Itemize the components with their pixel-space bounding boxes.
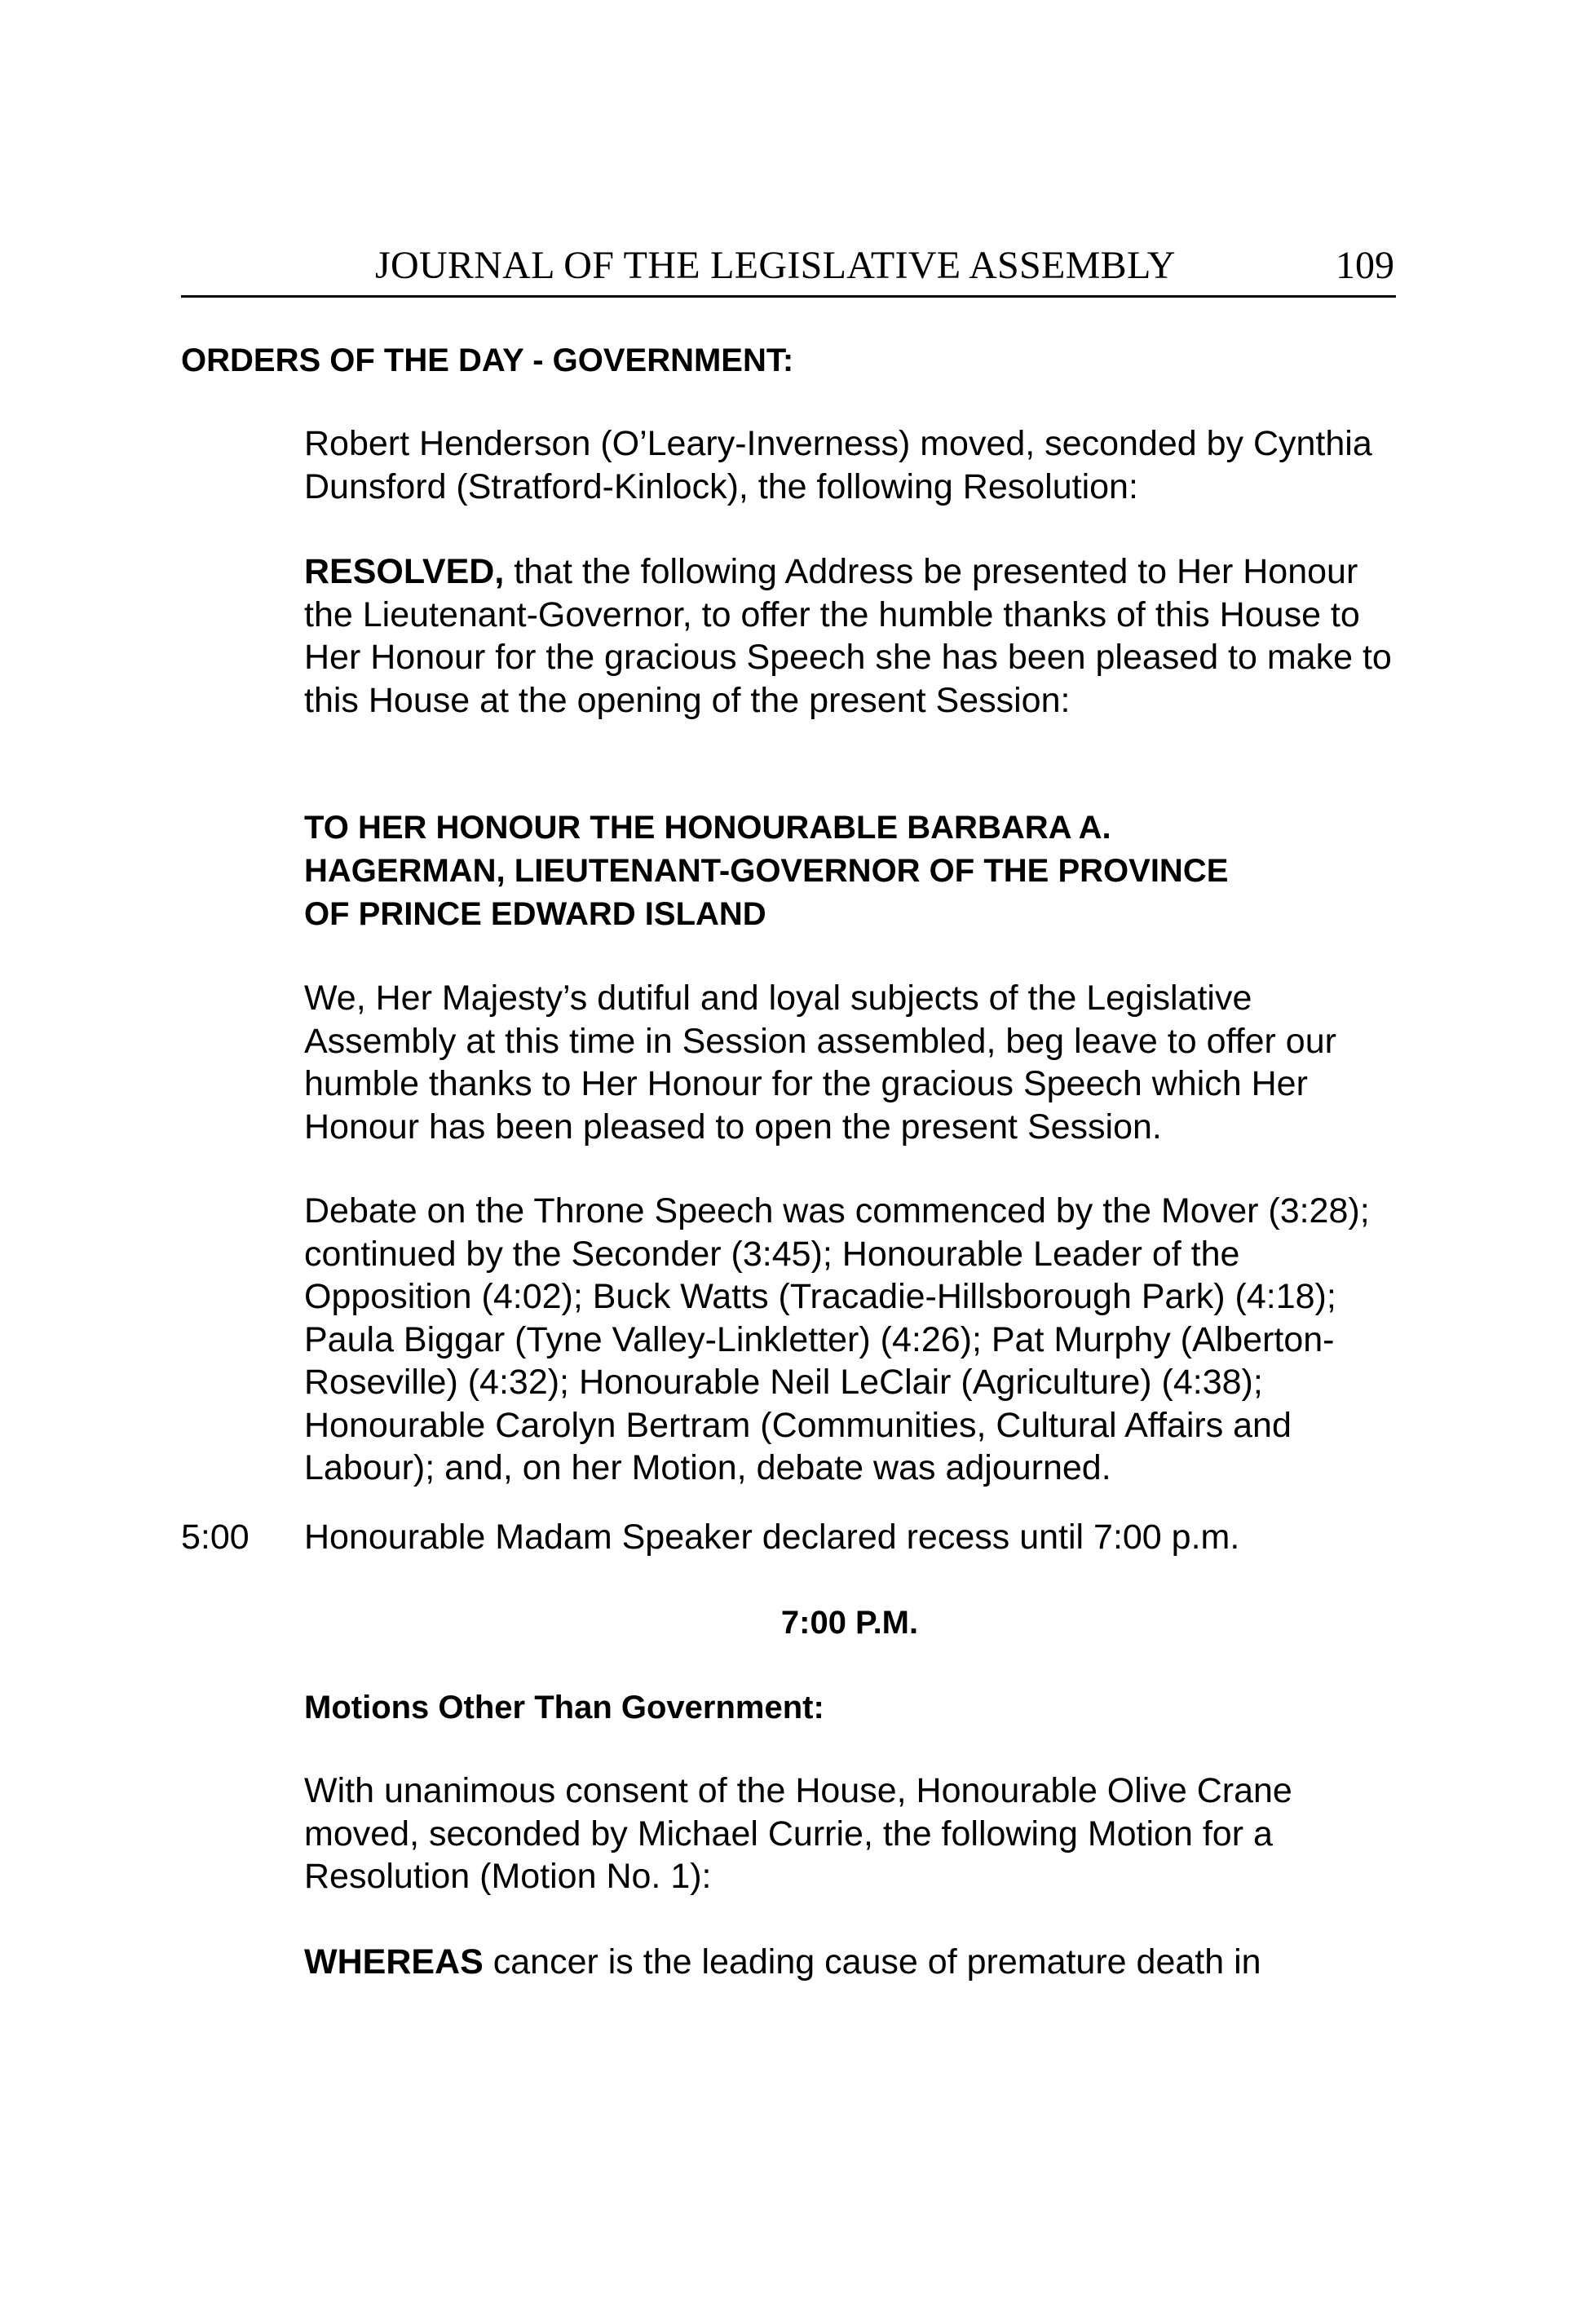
evening-time-heading: 7:00 P.M.: [780, 1605, 919, 1641]
whereas-paragraph: [304, 1941, 1397, 1984]
debate-paragraph: Debate on the Throne Speech was commenced by the Mover (3:28); continued by the Seconder (3:45); Honourable Leader of the Opposition (4:02); Buck Watts (Tracadie-Hillsborough Park) (4:18); Paula Biggar (Tyne Valley-Linkletter) (4:26); Pat Murphy (Alberton-Roseville) (4:32); Honourable Neil LeClair (Agriculture) (4:38); Honourable Carolyn Bertram (Communities, Cultural Affairs and Labour); and, on her Motion, debate was adjourned.: [304, 1191, 1370, 1487]
recess-text: Honourable Madam Speaker declared recess until 7:00 p.m.: [304, 1518, 1240, 1557]
journal-page: [181, 0, 1396, 2324]
whereas-text: cancer is the leading cause of premature death in: [483, 1942, 1261, 1982]
resolved-text: that the following Address be presented to Her Honour the Lieutenant-Governor, to offer the humble thanks of this House to Her Honour for the gracious Speech she has been pleased to make to this House at the opening of the present Session:: [304, 552, 1392, 720]
journal-title: JOURNAL OF THE LEGISLATIVE ASSEMBLY: [375, 244, 1176, 287]
whereas-lead: WHEREAS: [304, 1942, 484, 1982]
resolved-lead: RESOLVED,: [304, 552, 505, 591]
motion-other-intro-paragraph: With unanimous consent of the House, Honourable Olive Crane moved, seconded by Michael Currie, the following Motion for a Resolution (Motion No. 1):: [304, 1771, 1292, 1896]
resolved-paragraph: [304, 550, 1397, 722]
section-heading: ORDERS OF THE DAY - GOVERNMENT:: [181, 342, 794, 378]
motion-intro-paragraph: Robert Henderson (O’Leary-Inverness) moved, seconded by Cynthia Dunsford (Stratford-Kinlock), the following Resolution:: [304, 424, 1372, 506]
page-number: 109: [1336, 244, 1394, 287]
address-body-paragraph: We, Her Majesty’s dutiful and loyal subjects of the Legislative Assembly at this time in Session assembled, beg leave to offer our humble thanks to Her Honour for the gracious Speech which Her Honour has been pleased to open the present Session.: [304, 979, 1336, 1147]
address-heading: TO HER HONOUR THE HONOURABLE BARBARA A. HAGERMAN, LIEUTENANT-GOVERNOR OF THE PROVINCE OF PRINCE EDWARD ISLAND: [304, 810, 1229, 932]
recess-time: 5:00: [181, 1518, 250, 1557]
page-header: [181, 241, 1396, 298]
motions-subheading: Motions Other Than Government:: [304, 1690, 824, 1725]
